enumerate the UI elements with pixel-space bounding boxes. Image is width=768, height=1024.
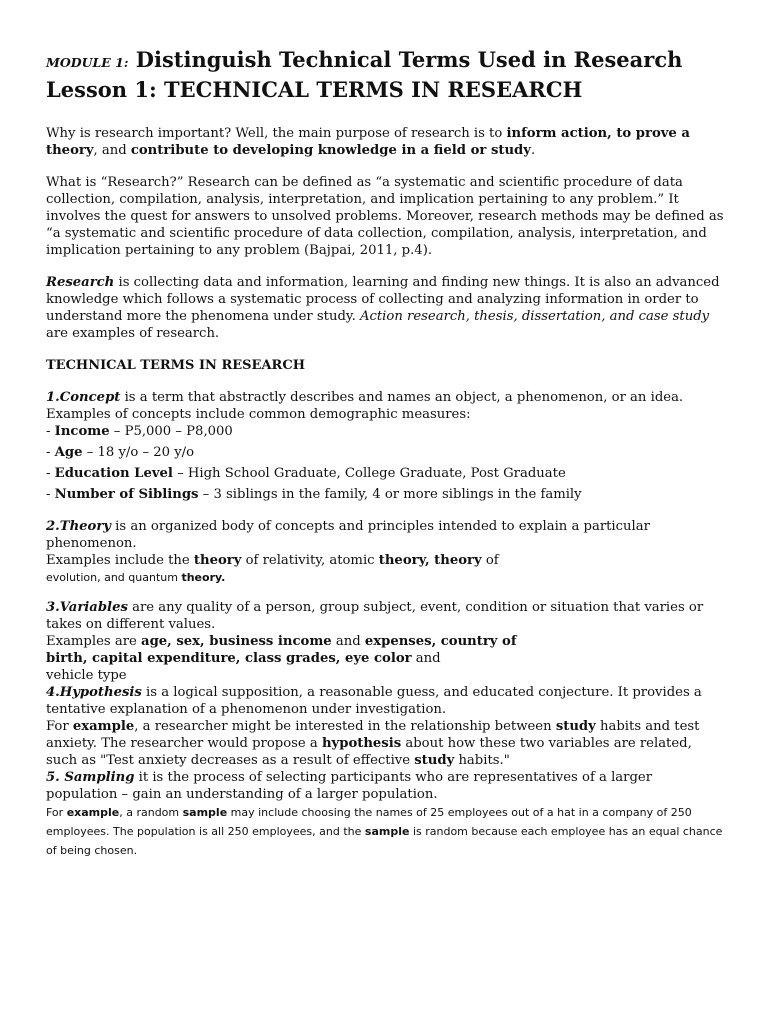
- bold-run: Age: [54, 445, 83, 460]
- bold-run: Number of Siblings: [54, 487, 199, 502]
- bold-run: inform action: [506, 126, 608, 141]
- text-run: may include choosing the names of 25 employees out of a hat in a company of 250 employees. The population is all 250 employees, and the: [46, 806, 692, 838]
- term-variables: 3.Variables: [46, 600, 128, 615]
- text-run: ,: [607, 126, 617, 141]
- module-prefix: MODULE 1:: [46, 55, 129, 70]
- bold-run: sample: [182, 806, 228, 819]
- bold-run: ,: [235, 651, 245, 666]
- bold-run: ,: [431, 634, 441, 649]
- bold-run: capital expenditure: [92, 651, 236, 666]
- bold-run: country of: [440, 634, 517, 649]
- text-run: -: [46, 445, 55, 460]
- intro-paragraph-2: What is “Research?” Research can be defined as “a systematic and scientific procedure of data collection, compilation, analysis, interpretation, and implication pertaining to any problem.” It involves the quest for answers to unsolved problems. Moreover, research methods may be defined as “a systematic and scientific procedure of data collection, compilation, analysis, interpretation, and implication pertaining to any problem (Bajpai, 2011, p.4).: [46, 175, 724, 258]
- section-heading: TECHNICAL TERMS IN RESEARCH: [46, 358, 305, 373]
- bold-run: sample: [364, 825, 410, 838]
- bold-run: theory.: [181, 571, 226, 584]
- text-run: – P5,000 – P8,000: [109, 424, 233, 439]
- text-run: , a researcher might be interested in the relationship between: [134, 719, 556, 734]
- bold-run: Income: [54, 424, 110, 439]
- variables-definition: [46, 599, 726, 633]
- bold-run: theory: [378, 553, 425, 568]
- bold-run: contribute to developing knowledge in a field or study: [130, 143, 531, 158]
- hypothesis-definition: [46, 684, 726, 718]
- variables-examples-end: vehicle type: [46, 668, 127, 683]
- bold-run: age, sex: [141, 634, 201, 649]
- term-concept: 1.Concept: [46, 390, 121, 405]
- text-run: is an organized body of concepts and principles intended to explain a particular phenomenon.: [46, 519, 650, 551]
- text-run: about how these two variables are related, such as "Test anxiety decreases as a result of effective: [46, 736, 692, 768]
- bold-run: to prove a theory: [46, 126, 690, 158]
- concept-item-education: [46, 465, 726, 482]
- bold-run: study: [414, 753, 455, 768]
- bold-run: birth: [46, 651, 83, 666]
- bold-run: ,: [335, 651, 345, 666]
- text-run: , a random: [119, 806, 183, 819]
- bold-run: example: [72, 719, 135, 734]
- theory-examples-cont: [46, 569, 726, 586]
- text-run: of relativity, atomic: [241, 553, 379, 568]
- text-run: For: [46, 719, 73, 734]
- text-run: and: [331, 634, 365, 649]
- text-run: are examples of research.: [46, 326, 220, 341]
- concept-examples-intro: Examples of concepts include common demographic measures:: [46, 407, 471, 422]
- text-run: , and: [93, 143, 131, 158]
- text-run: is collecting data and information, learning and finding new things. It is also an advanced knowledge which follows a systematic process of collecting and analyzing information in order to understand more the phenomena under study.: [46, 275, 720, 324]
- module-title-text: Distinguish Technical Terms Used in Research: [135, 47, 683, 72]
- bold-run: expenses: [364, 634, 432, 649]
- text-run: and: [411, 651, 441, 666]
- italic-run: Action research, thesis, dissertation, and case study: [359, 309, 710, 324]
- bold-run: business income: [209, 634, 332, 649]
- variables-examples: [46, 633, 726, 650]
- concept-item-age: [46, 444, 726, 461]
- sampling-definition: [46, 769, 726, 803]
- text-run: of: [481, 553, 499, 568]
- bold-run: Education Level: [54, 466, 173, 481]
- theory-definition: [46, 518, 726, 552]
- bold-run: ,: [424, 553, 435, 568]
- text-run: is a term that abstractly describes and names an object, a phenomenon, or an idea.: [120, 390, 684, 405]
- text-run: – 3 siblings in the family, 4 or more siblings in the family: [198, 487, 582, 502]
- text-run: Examples include the: [46, 553, 194, 568]
- intro-paragraph-3: [46, 274, 726, 342]
- concept-item-siblings: [46, 486, 726, 503]
- term-sampling: 5. Sampling: [46, 770, 135, 785]
- text-run: evolution, and quantum: [46, 571, 182, 584]
- text-run: – 18 y/o – 20 y/o: [82, 445, 195, 460]
- theory-examples: [46, 552, 726, 569]
- text-run: -: [46, 487, 55, 502]
- text-run: habits and test anxiety. The researcher would propose a: [46, 719, 700, 751]
- term-research: Research: [46, 275, 115, 290]
- term-hypothesis: 4.Hypothesis: [46, 685, 142, 700]
- variables-examples-cont: [46, 650, 726, 667]
- intro-paragraph-1: [46, 125, 726, 159]
- bold-run: ,: [200, 634, 210, 649]
- module-title: [46, 46, 726, 76]
- document-page: [46, 46, 726, 860]
- bold-run: theory: [193, 553, 242, 568]
- concept-definition: [46, 389, 726, 406]
- bold-run: study: [555, 719, 596, 734]
- text-run: -: [46, 424, 55, 439]
- text-run: is random because each employee has an equal chance of being chosen.: [46, 825, 723, 857]
- bold-run: ,: [82, 651, 93, 666]
- bold-run: example: [66, 806, 120, 819]
- hypothesis-example: [46, 718, 726, 769]
- sampling-example: [46, 803, 726, 860]
- text-run: For: [46, 806, 67, 819]
- term-theory: 2.Theory: [46, 519, 111, 534]
- text-run: habits.": [454, 753, 510, 768]
- bold-run: eye color: [344, 651, 412, 666]
- lesson-title: Lesson 1: TECHNICAL TERMS IN RESEARCH: [46, 77, 583, 102]
- bold-run: hypothesis: [321, 736, 402, 751]
- text-run: it is the process of selecting participants who are representatives of a larger population – gain an understanding of a larger population.: [46, 770, 653, 802]
- text-run: -: [46, 466, 55, 481]
- text-run: – High School Graduate, College Graduate, Post Graduate: [172, 466, 566, 481]
- text-run: Why is research important? Well, the main purpose of research is to: [46, 126, 507, 141]
- text-run: is a logical supposition, a reasonable guess, and educated conjecture. It provides a tentative explanation of a phenomenon under investigation.: [46, 685, 702, 717]
- text-run: Examples are: [46, 634, 142, 649]
- concept-item-income: [46, 423, 726, 440]
- text-run: are any quality of a person, group subject, event, condition or situation that varies or takes on different values.: [46, 600, 704, 632]
- text-run: .: [530, 143, 536, 158]
- bold-run: theory: [434, 553, 482, 568]
- bold-run: class grades: [244, 651, 336, 666]
